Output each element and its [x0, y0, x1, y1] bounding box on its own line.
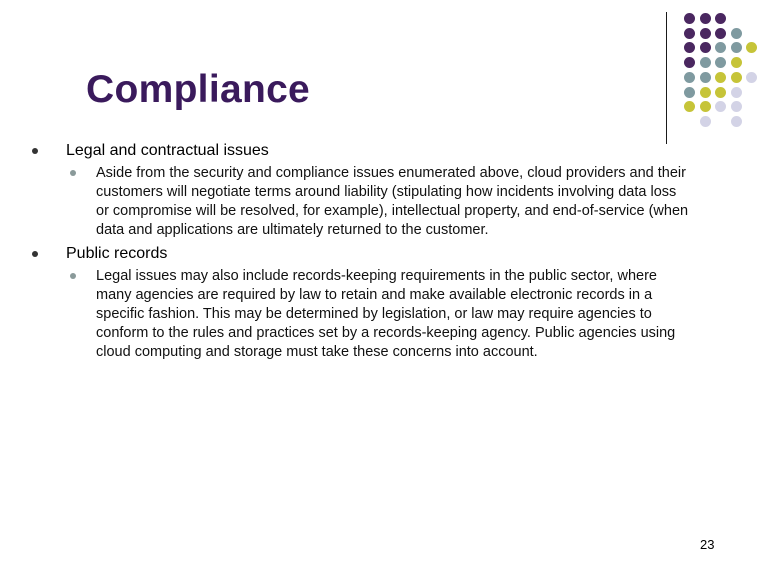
- decorative-dot: [715, 42, 726, 53]
- decorative-dot: [700, 28, 711, 39]
- decorative-dot: [684, 42, 695, 53]
- decorative-dot: [684, 101, 695, 112]
- decorative-dot: [700, 101, 711, 112]
- decorative-dot: [700, 72, 711, 83]
- decorative-dot: [700, 57, 711, 68]
- decorative-dot: [715, 101, 726, 112]
- decorative-dot: [684, 87, 695, 98]
- sub-bullet-icon: [70, 170, 76, 176]
- sub-bullet-text: Aside from the security and compliance issues enumerated above, cloud providers and their customers will negotiate terms around liability (stipulating how incidents involving data loss or compromise will be resolved, for example), intellectual property, and end-of-service (when data and applications are ultimately returned to the customer.: [96, 165, 689, 238]
- decorative-dot: [700, 13, 711, 24]
- sub-bullet-icon: [70, 273, 76, 279]
- decorative-dot: [731, 57, 742, 68]
- decorative-dot: [731, 28, 742, 39]
- bullet-icon: [32, 251, 38, 257]
- bullet-heading: Public records: [66, 245, 168, 262]
- bullet-item-public-records: [30, 243, 690, 265]
- decorative-dot: [715, 28, 726, 39]
- sub-bullet-legal: [66, 164, 690, 240]
- decorative-dot: [700, 87, 711, 98]
- decorative-dot: [700, 116, 711, 127]
- decorative-dot: [684, 28, 695, 39]
- decorative-dot: [684, 13, 695, 24]
- decorative-vertical-line: [666, 12, 667, 144]
- page-number: 23: [700, 537, 715, 552]
- slide-title: Compliance: [86, 68, 311, 111]
- decorative-dot: [684, 72, 695, 83]
- decorative-dot: [684, 57, 695, 68]
- bullet-icon: [32, 148, 38, 154]
- decorative-dot: [731, 101, 742, 112]
- sub-bullet-public-records: [66, 267, 690, 362]
- decorative-dot: [700, 42, 711, 53]
- decorative-dot: [746, 42, 757, 53]
- decorative-dot: [731, 42, 742, 53]
- decorative-dot: [731, 72, 742, 83]
- bullet-heading: Legal and contractual issues: [66, 142, 269, 159]
- decorative-dot: [715, 57, 726, 68]
- decorative-dot: [731, 116, 742, 127]
- decorative-dot: [715, 13, 726, 24]
- decorative-dot: [746, 72, 757, 83]
- sub-bullet-text: Legal issues may also include records-keeping requirements in the public sector, where many agencies are required by law to retain and make available electronic records in a specific fashion. This may be determined by legislation, or law may require agencies to conform to the rules and practices set by a records-keeping agency. Public agencies using cloud computing and storage must take these concerns into account.: [96, 268, 676, 360]
- decorative-dot: [731, 87, 742, 98]
- decorative-dot: [715, 87, 726, 98]
- decorative-dot: [715, 72, 726, 83]
- bullet-list: [30, 140, 690, 362]
- bullet-item-legal: [30, 140, 690, 162]
